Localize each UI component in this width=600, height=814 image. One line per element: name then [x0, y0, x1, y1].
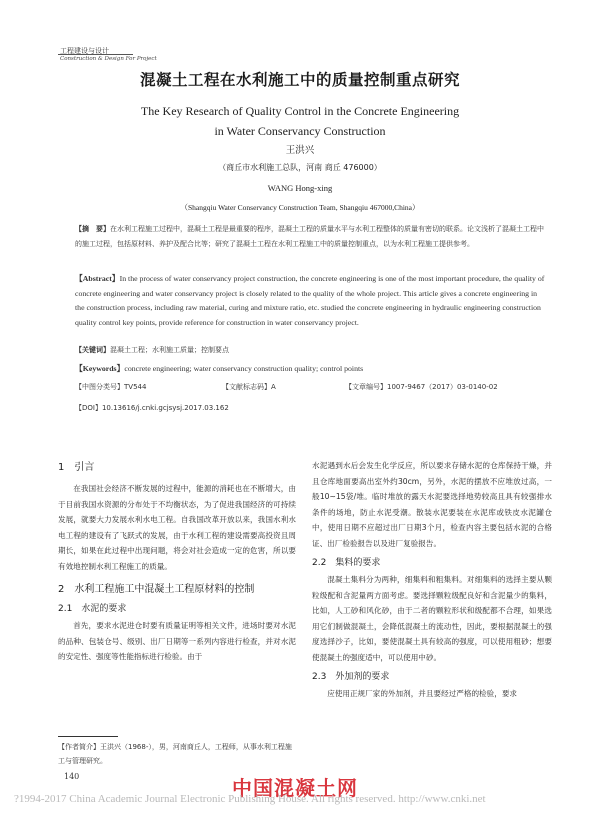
journal-name-en: Construction & Design For Project [60, 56, 157, 62]
keywords-cn-label: 【关键词】 [75, 346, 110, 354]
left-column [58, 458, 296, 665]
clc-value: TV544 [124, 383, 147, 391]
abstract-cn [75, 222, 545, 252]
abstract-en-text: In the process of water conservancy project construction, the concrete engineering is one of the most important procedure, the quality of concrete engineering and water conservancy project is closely related to the quality of the whole project. This article gives a concrete engineering in the construction process, including raw material, curing and mixture ratio, etc. studied the concrete engineering in hydraulic engineering construction quality control key points, provide reference for construction in water conservancy project. [75, 274, 545, 327]
affiliation-en: （Shangqiu Water Conservancy Construction Team, Shangqiu 467000,China） [180, 203, 420, 212]
title-en-line1: The Key Research of Quality Control in the Concrete Engineering [140, 104, 460, 118]
footnote-divider [58, 736, 118, 737]
right-column [312, 458, 552, 702]
article-label: 【文章编号】 [345, 383, 387, 391]
right-paragraph-1: 水泥遇到水后会发生化学反应，所以要求存储水泥的仓库保持干燥，并且仓库地面要高出室外约30cm，另外，水泥的摆放不应堆放过高，一般10~15袋/堆。临时堆放的露天水泥要选择地势较高且具有较强排水条件的场地，防止水泥受潮。散装水泥要装在水泥库或铁皮水泥罐仓中，使用日期不应超过出厂日期3个月，检查内容主要包括水泥的合格证、出厂检验报告以及进厂复验报告。 [312, 461, 552, 548]
section-2-2-text: 混凝土集料分为两种，细集料和粗集料。对细集料的选择主要从颗粒级配和含泥量两方面考虑。要选择颗粒级配良好和含泥量少的集料，比如，人工砂和风化砂，由于二者的颗粒形状和级配都不合理，如果选用它们制做混凝土，会降低混凝土的流动性，因此，要根据混凝土的强度选择沙子，比如，要使混凝土具有较高的强度，可以使用粗砂；想要使混凝土的强度适中，可以使用中砂。 [312, 575, 552, 662]
section-2-1-text: 首先，要求水泥进仓时要有质量证明等相关文件，进场时要对水泥的品种、包装仓号、级别、出厂日期等一系列内容进行检查，并对水泥的安定性、强度等性能指标进行检验。由于 [58, 621, 296, 661]
section-2-heading: 2 水利工程施工中混凝土工程原材料的控制 [58, 584, 255, 595]
title-cn: 混凝土工程在水利施工中的质量控制重点研究 [139, 71, 460, 89]
doc-label: 【文献标志码】 [222, 383, 271, 391]
section-1-heading: 1 引言 [58, 462, 95, 473]
watermark-logo: 中国混凝土网 [232, 776, 358, 800]
abstract-en-label: 【Abstract】 [75, 274, 120, 283]
section-2-3-heading: 2.3 外加剂的要求 [312, 672, 390, 682]
keywords-cn [75, 343, 545, 358]
section-2-3-text: 应使用正规厂家的外加剂，并且要经过严格的检验，要求 [327, 689, 518, 698]
clc-label: 【中图分类号】 [75, 383, 124, 391]
author-cn: 王洪兴 [285, 145, 315, 156]
article-value: 1007-9467（2017）03-0140-02 [387, 383, 498, 391]
section-2-2-heading: 2.2 集料的要求 [312, 558, 381, 568]
section-1-text: 在我国社会经济不断发展的过程中，能源的消耗也在不断增大，由于目前我国水资源的分布处于不均衡状态，为了促进我国经济的可持续发展，就要大力发展水利水电工程。自我国改革开放以来，我国水利水电工程的建设有了飞跃式的发展，由于水利工程的建设需要高投资且周期长，如果在此过程中出现问题，将会对社会造成一定的危害，所以要有效地控制水利工程施工的质量。 [58, 484, 296, 571]
author-en: WANG Hong-xing [267, 183, 333, 193]
abstract-cn-text: 在水利工程施工过程中，混凝土工程是最重要的程序，混凝土工程的质量水平与水利工程整体的质量有密切的联系。论文浅析了混凝土工程中的施工过程，包括原材料、养护及配合比等；研究了混凝土工程在水利工程施工中的质量控制重点，以为水利工程施工提供参考。 [75, 225, 544, 248]
keywords-cn-text: 混凝土工程；水利施工质量；控制要点 [110, 346, 229, 354]
copyright-footer: ?1994-2017 China Academic Journal Electronic Publishing House. All rights reserved. http://www.cnki.net [14, 793, 486, 805]
doi-row [75, 401, 545, 416]
journal-name-cn: 工程建设与设计 [60, 47, 109, 55]
doi-label: 【DOI】 [75, 404, 102, 412]
doc-value: A [271, 383, 276, 391]
header-divider [58, 54, 133, 55]
author-footnote: 【作者简介】王洪兴（1968-），男，河南商丘人，工程师，从事水利工程施工与管理研究。 [58, 743, 292, 765]
doi-value: 10.13616/j.cnki.gcjsysj.2017.03.162 [101, 404, 229, 412]
affiliation-cn: （商丘市水利施工总队，河南 商丘 476000） [218, 163, 382, 172]
keywords-en [75, 362, 545, 377]
keywords-en-label: 【Keywords】 [75, 364, 125, 373]
abstract-en [75, 272, 545, 330]
section-2-1-heading: 2.1 水泥的要求 [58, 604, 127, 614]
title-en-line2: in Water Conservancy Construction [214, 124, 386, 138]
article-number [345, 380, 555, 395]
doc-code [222, 380, 342, 395]
page-number: 140 [64, 772, 80, 781]
abstract-cn-label: 【摘 要】 [75, 225, 110, 233]
keywords-en-text: concrete engineering; water conservancy construction quality; control points [124, 364, 364, 373]
